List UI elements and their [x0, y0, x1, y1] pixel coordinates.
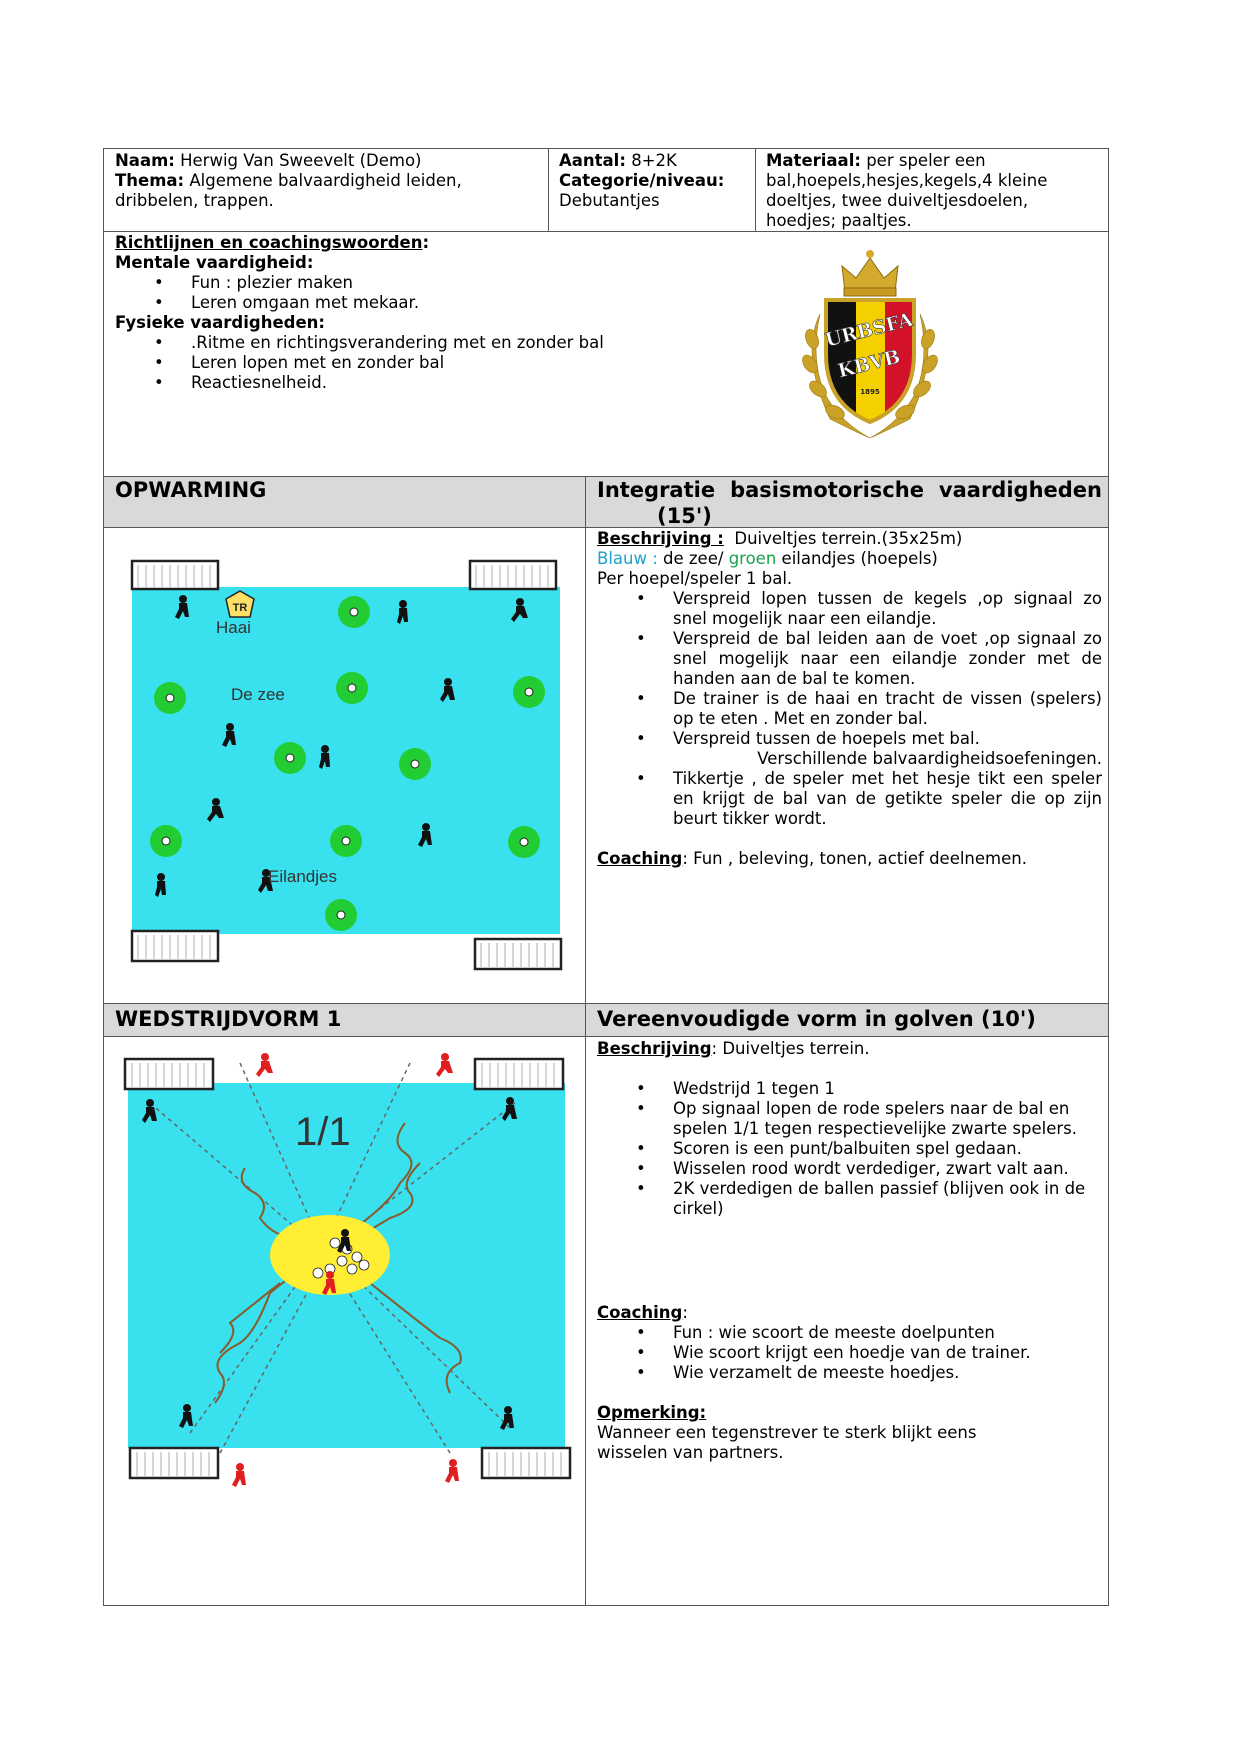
bullet-icon: • [154, 273, 164, 292]
s2-beschrijving-label: Beschrijving [597, 1039, 712, 1058]
bullet-icon: • [636, 1139, 646, 1158]
naam-value: Herwig Van Sweevelt (Demo) [180, 151, 422, 170]
label-haai: Haai [216, 618, 251, 637]
header-divider-1 [548, 148, 549, 231]
per-hoepel: Per hoepel/speler 1 bal. [597, 569, 793, 588]
header-cell-aantal [559, 151, 754, 211]
mental-title: Mentale vaardigheid: [115, 253, 314, 272]
item-line: op te eten . Met en zonder bal. [673, 709, 928, 728]
materiaal-label: Materiaal: [766, 151, 861, 170]
warmup-diagram [128, 555, 568, 983]
guidelines-title: Richtlijnen en coachingswoorden [115, 233, 423, 252]
groen-text: eilandjes (hoepels) [781, 549, 938, 568]
item-line: beurt tikker wordt. [673, 809, 827, 828]
logo-bottom-text: KBVB [835, 345, 903, 383]
list-item [154, 293, 755, 313]
table-border-bottom [103, 1605, 1108, 1606]
materiaal-line-4: hoedjes; paaltjes. [766, 211, 912, 230]
item-line: spelen 1/1 tegen respectievelijke zwarte spelers. [673, 1119, 1078, 1138]
s2-coaching-list [636, 1323, 1102, 1383]
list-item-text: Leren omgaan met mekaar. [191, 293, 420, 312]
list-item [154, 333, 755, 353]
list-item-text: Wie verzamelt de meeste hoedjes. [673, 1363, 960, 1382]
item-line: en krijgt de bal van de getikte speler die op zijn [673, 789, 1102, 808]
guidelines-cell [115, 233, 755, 393]
bullet-icon: • [636, 769, 646, 788]
bullet-icon: • [636, 589, 646, 608]
list-item-text: Leren lopen met en zonder bal [191, 353, 445, 372]
bullet-icon: • [636, 1179, 646, 1198]
item-line: Tikkertje , de speler met het hesje tikt een speler [673, 769, 1102, 788]
materiaal-line-3: doeltjes, twee duiveltjesdoelen, [766, 191, 1029, 210]
thema-value: Algemene balvaardigheid leiden, [189, 171, 462, 190]
s1-coaching-value: : Fun , beleving, tonen, actief deelnemen. [682, 849, 1027, 868]
item-line: Verspreid lopen tussen de kegels ,op signaal zo [673, 589, 1102, 608]
item-line: Verschillende balvaardigheidsoefeningen. [757, 749, 1102, 768]
categorie-value: Debutantjes [559, 191, 660, 210]
item-line: snel mogelijk naar een eilandje zonder met de [673, 649, 1102, 668]
list-item [154, 273, 755, 293]
table-border-left [103, 148, 104, 1606]
label-one-v-one: 1/1 [295, 1110, 351, 1154]
list-item [636, 629, 1102, 689]
bullet-icon: • [636, 1343, 646, 1362]
list-item-text: Fun : wie scoort de meeste doelpunten [673, 1323, 995, 1342]
list-item [636, 769, 1102, 829]
mental-list [154, 273, 755, 313]
list-item [154, 353, 755, 373]
thema-value-2: dribbelen, trappen. [115, 191, 274, 210]
item-line: Verspreid de bal leiden aan de voet ,op signaal zo [673, 629, 1102, 648]
item-line: cirkel) [673, 1199, 724, 1218]
bullet-icon: • [154, 353, 164, 372]
logo-year: 1895 [860, 388, 880, 396]
header-cell-naam [115, 151, 545, 211]
aantal-label: Aantal: [559, 151, 626, 170]
list-item-text: Wie scoort krijgt een hoedje van de trainer. [673, 1343, 1031, 1362]
list-item-text: Fun : plezier maken [191, 273, 353, 292]
bullet-icon: • [636, 1099, 646, 1118]
s2-beschrijving-value: : Duiveltjes terrein. [711, 1039, 870, 1058]
section-divider [585, 476, 586, 1606]
bullet-icon: • [636, 629, 646, 648]
blauw-label: Blauw : [597, 549, 658, 568]
s1-left-title: OPWARMING [115, 478, 267, 502]
physical-title: Fysieke vaardigheden: [115, 313, 325, 332]
trainer-badge: TR [232, 602, 248, 614]
opmerking-line-2: wisselen van partners. [597, 1443, 784, 1462]
s1-coaching-label: Coaching [597, 849, 683, 868]
groen-label: groen [728, 549, 777, 568]
s2-coaching-label: Coaching [597, 1303, 683, 1322]
item-line: De trainer is de haai en tracht de vissen (spelers) [673, 689, 1102, 708]
label-zee: De zee [231, 685, 285, 704]
s1-right-title-line1: Integratie basismotorische vaardigheden [597, 478, 1102, 502]
table-line-header-bottom [103, 231, 1108, 232]
item-line: handen aan de bal te komen. [673, 669, 916, 688]
s1-beschrijving-value: Duiveltjes terrein.(35x25m) [734, 529, 963, 548]
s2-coaching-suffix: : [682, 1303, 688, 1322]
item-line: 2K verdedigen de ballen passief (blijven ook in de [673, 1179, 1086, 1198]
s1-description [597, 529, 1102, 869]
s1-list [636, 589, 1102, 829]
bullet-icon: • [636, 689, 646, 708]
opmerking-line-1: Wanneer een tegenstrever te sterk blijkt eens [597, 1423, 977, 1442]
bullet-icon: • [154, 293, 164, 312]
bullet-icon: • [636, 1159, 646, 1178]
item-line: Scoren is een punt/balbuiten spel gedaan. [673, 1139, 1022, 1158]
header-divider-2 [755, 148, 756, 231]
table-border-top [103, 148, 1108, 149]
item-line: snel mogelijk naar een eilandje. [673, 609, 937, 628]
crown-icon [842, 250, 898, 296]
list-item-text: Reactiesnelheid. [191, 373, 327, 392]
materiaal-line-1: per speler een [866, 151, 986, 170]
s2-list [636, 1079, 1102, 1219]
materiaal-line-2: bal,hoepels,hesjes,kegels,4 kleine [766, 171, 1048, 190]
bullet-icon: • [636, 1323, 646, 1342]
categorie-label: Categorie/niveau: [559, 171, 725, 190]
list-item [636, 729, 1102, 769]
s2-right-title: Vereenvoudigde vorm in golven (10') [597, 1007, 1036, 1031]
blauw-text: de zee/ [663, 549, 724, 568]
s1-right-title-line2: (15') [657, 504, 712, 528]
s2-description [597, 1039, 1102, 1219]
item-line: Verspreid tussen de hoepels met bal. [673, 729, 980, 748]
item-line: Wedstrijd 1 tegen 1 [673, 1079, 835, 1098]
list-item [154, 373, 755, 393]
list-item [636, 1323, 1102, 1343]
thema-label: Thema: [115, 171, 185, 190]
list-item [636, 689, 1102, 729]
list-item [636, 1099, 1102, 1139]
aantal-value: 8+2K [631, 151, 677, 170]
section-divider-overlay [585, 476, 586, 536]
s2-coaching [597, 1303, 1102, 1463]
s2-left-title: WEDSTRIJDVORM 1 [115, 1007, 342, 1031]
label-eilandjes: Eilandjes [268, 867, 337, 886]
bullet-icon: • [636, 729, 646, 748]
list-item-text: .Ritme en richtingsverandering met en zonder bal [191, 333, 604, 352]
list-item [636, 1079, 1102, 1099]
logo-top-text: URBSFA [823, 308, 916, 352]
s1-right-title [597, 477, 1102, 529]
match-diagram [120, 1043, 575, 1498]
bullet-icon: • [636, 1363, 646, 1382]
table-line-s2-header-bottom [103, 1036, 1108, 1037]
section-divider-overlay-2 [585, 1003, 586, 1037]
physical-list [154, 333, 755, 393]
s1-beschrijving-label: Beschrijving : [597, 529, 724, 548]
item-line: Op signaal lopen de rode spelers naar de bal en [673, 1099, 1070, 1118]
list-item [636, 1159, 1102, 1179]
list-item [636, 1139, 1102, 1159]
header-cell-materiaal [766, 151, 1106, 231]
bullet-icon: • [636, 1079, 646, 1098]
list-item [636, 1363, 1102, 1383]
table-border-right [1108, 148, 1109, 1606]
list-item [636, 1343, 1102, 1363]
list-item [636, 1179, 1102, 1219]
guidelines-title-suffix: : [422, 233, 430, 252]
kbvb-logo [790, 244, 950, 444]
naam-label: Naam: [115, 151, 175, 170]
sea-area [132, 587, 560, 934]
bullet-icon: • [154, 333, 164, 352]
item-line: Wisselen rood wordt verdediger, zwart valt aan. [673, 1159, 1069, 1178]
list-item [636, 589, 1102, 629]
opmerking-label: Opmerking: [597, 1403, 707, 1422]
bullet-icon: • [154, 373, 164, 392]
